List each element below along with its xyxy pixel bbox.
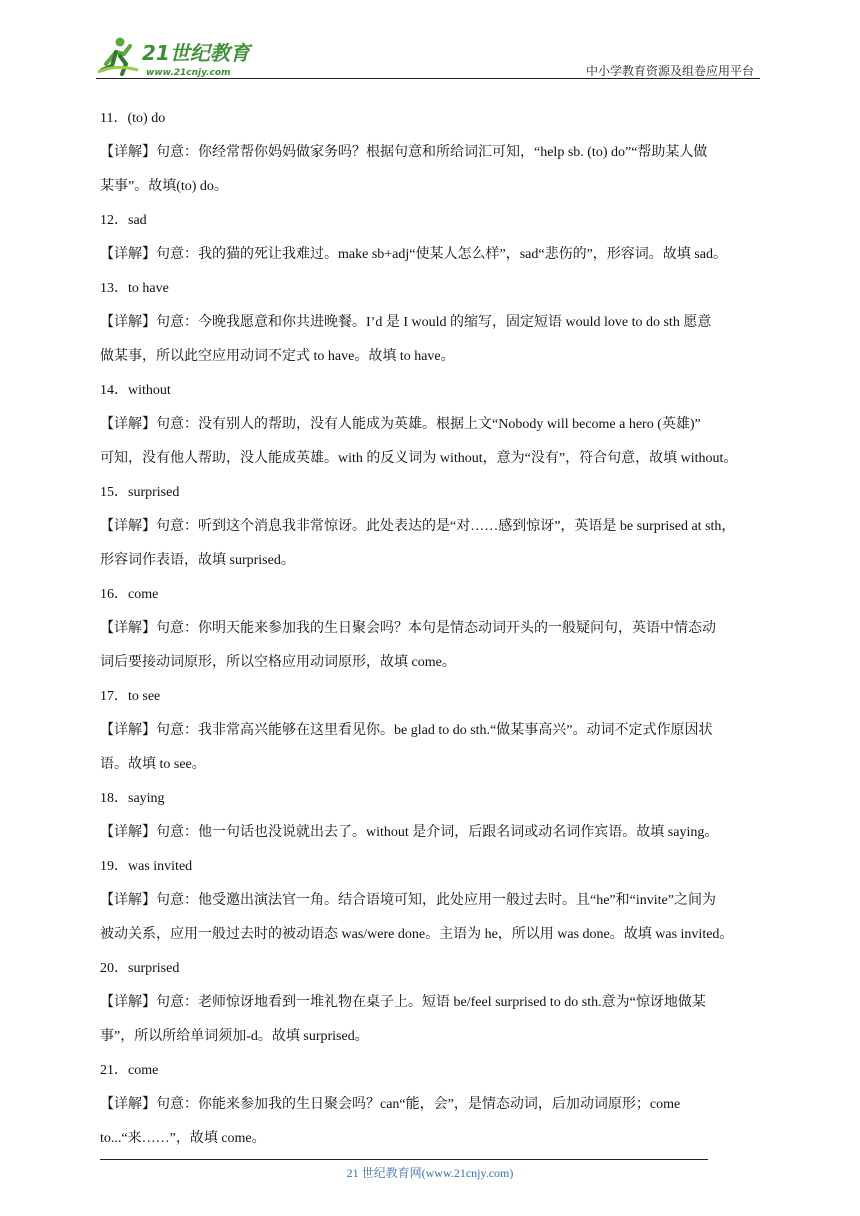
footer-source: 21 世纪教育网(www.21cnjy.com) bbox=[346, 1166, 514, 1180]
page-header bbox=[96, 30, 760, 80]
answer-number: 21．come bbox=[100, 1063, 159, 1078]
answer-number: 16．come bbox=[100, 587, 159, 602]
explanation-line: 【详解】句意：今晚我愿意和你共进晚餐。I’d 是 I would 的缩写，固定短语 would love to do sth 愿意 bbox=[100, 315, 712, 330]
explanation-line: 【详解】句意：没有别人的帮助，没有人能成为英雄。根据上文“Nobody will become a hero (英雄)” bbox=[100, 417, 701, 432]
explanation-line: 做某事，所以此空应用动词不定式 to have。故填 to have。 bbox=[100, 349, 455, 364]
logo bbox=[96, 30, 266, 80]
svg-text:21世纪教育: 21世纪教育 bbox=[142, 41, 250, 65]
answer-number: 17．to see bbox=[100, 689, 161, 704]
explanation-line: 【详解】句意：我非常高兴能够在这里看见你。be glad to do sth.“做某事高兴”。动词不定式作原因状 bbox=[100, 723, 713, 738]
answer-number: 14．without bbox=[100, 383, 171, 398]
header-divider bbox=[96, 78, 760, 79]
explanation-line: 形容词作表语，故填 surprised。 bbox=[100, 553, 295, 568]
explanation-line: 【详解】句意：老师惊讶地看到一堆礼物在桌子上。短语 be/feel surprised to do sth.意为“惊讶地做某 bbox=[100, 995, 706, 1010]
answer-number: 20．surprised bbox=[100, 961, 180, 976]
explanation-line: 可知，没有他人帮助，没人能成英雄。with 的反义词为 without，意为“没有”，符合句意，故填 without。 bbox=[100, 451, 738, 466]
platform-name: 中小学教育资源及组卷应用平台 bbox=[585, 64, 754, 78]
footer-divider bbox=[100, 1159, 708, 1160]
explanation-line: 词后要接动词原形，所以空格应用动词原形，故填 come。 bbox=[100, 655, 456, 670]
explanation-line: to...“来……”，故填 come。 bbox=[100, 1131, 266, 1146]
explanation-line: 【详解】句意：他一句话也没说就出去了。without 是介词，后跟名词或动名词作宾语。故填 saying。 bbox=[100, 825, 719, 840]
answer-number: 15．surprised bbox=[100, 485, 180, 500]
answer-number: 13．to have bbox=[100, 281, 169, 296]
answer-number: 12．sad bbox=[100, 213, 147, 228]
svg-text:www.21cnjy.com: www.21cnjy.com bbox=[146, 68, 231, 78]
explanation-line: 【详解】句意：他受邀出演法官一角。结合语境可知，此处应用一般过去时。且“he”和“invite”之间为 bbox=[100, 893, 716, 908]
explanation-line: 【详解】句意：听到这个消息我非常惊讶。此处表达的是“对……感到惊讶”，英语是 be surprised at sth， bbox=[100, 519, 736, 534]
answer-number: 18．saying bbox=[100, 791, 165, 806]
answer-number: 11．(to) do bbox=[100, 111, 166, 126]
explanation-line: 某事”。故填(to) do。 bbox=[100, 179, 228, 194]
answer-number: 19．was invited bbox=[100, 859, 193, 874]
explanation-line: 语。故填 to see。 bbox=[100, 757, 206, 772]
explanation-line: 【详解】句意：你经常帮你妈妈做家务吗？根据句意和所给词汇可知，“help sb. (to) do”“帮助某人做 bbox=[100, 145, 708, 160]
explanation-line: 事”，所以所给单词须加-d。故填 surprised。 bbox=[100, 1029, 369, 1044]
explanation-line: 被动关系，应用一般过去时的被动语态 was/were done。主语为 he，所以用 was done。故填 was invited。 bbox=[100, 927, 734, 942]
answer-list bbox=[100, 102, 764, 1156]
explanation-line: 【详解】句意：你能来参加我的生日聚会吗？can“能，会”，是情态动词，后加动词原形；come bbox=[100, 1097, 681, 1112]
explanation-line: 【详解】句意：我的猫的死让我难过。make sb+adj“使某人怎么样”，sad“悲伤的”，形容词。故填 sad。 bbox=[100, 247, 727, 262]
runner-icon bbox=[98, 38, 138, 75]
explanation-line: 【详解】句意：你明天能来参加我的生日聚会吗？本句是情态动词开头的一般疑问句，英语中情态动 bbox=[100, 621, 716, 636]
